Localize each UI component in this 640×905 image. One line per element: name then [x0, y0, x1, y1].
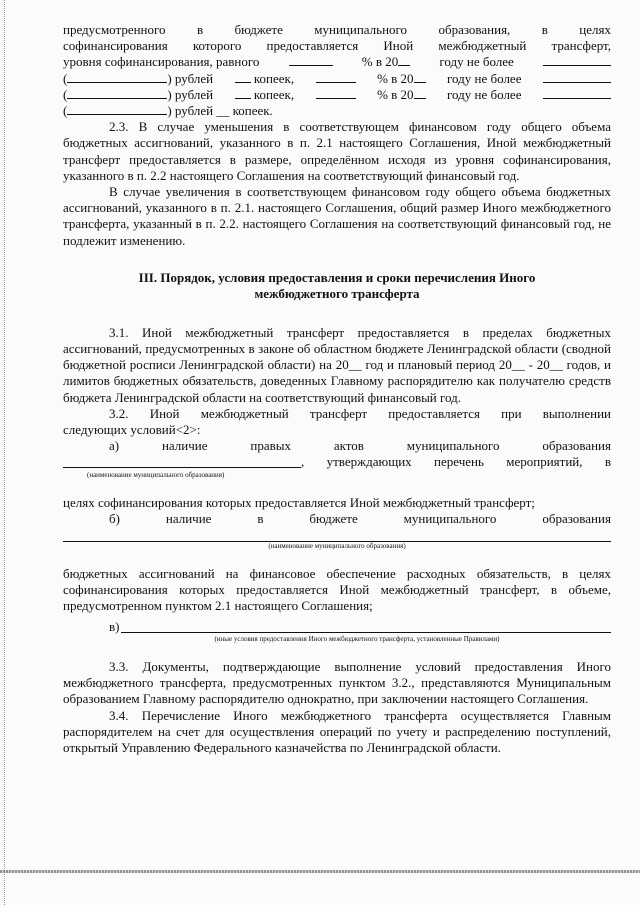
- condition-a-line: , утверждающих перечень мероприятий, в: [63, 454, 611, 470]
- text-fragment: % в 20: [361, 54, 399, 70]
- blank-field[interactable]: [289, 54, 333, 66]
- cofinancing-line: [63, 54, 611, 70]
- municipality-name-field[interactable]: [63, 527, 611, 542]
- blank-field[interactable]: [67, 103, 167, 115]
- section-heading: III. Порядок, условия предоставления и сроки перечисления Иного межбюджетного трансферта: [138, 269, 536, 302]
- condition-b: б) наличие в бюджете муниципального образования: [109, 510, 611, 526]
- blank-field[interactable]: [398, 54, 410, 66]
- clause-3-3: 3.3. Документы, подтверждающие выполнение условий предоставления Иного межбюджетного трансферта, предусмотренных пунктом 3.2., представляются Муниципальным образованием Главному распорядителю однократно, при заключении настоящего Соглашения.: [63, 658, 611, 707]
- blank-field[interactable]: [414, 71, 426, 83]
- blank-field[interactable]: [67, 87, 167, 99]
- field-caption: (наименование муниципального образования): [87, 470, 225, 479]
- text-fragment: году не более: [439, 54, 514, 70]
- condition-b-cont: бюджетных ассигнований на финансовое обеспечение расходных обязательств, в целях софинансирования которых предоставляется Иной межбюджетный трансферт, в объеме, предусмотренном пунктом 2.1 настоящего Соглашения;: [63, 566, 611, 614]
- text-line: предусмотренного в бюджете муниципального образования, в целях: [63, 22, 611, 37]
- clause-3-4: 3.4. Перечисление Иного межбюджетного трансферта осуществляется Главным распорядителем на счет для осуществления операций по учету и распределению поступлений, открытый Управлению Федерального казначейства по Ленинградской области.: [63, 707, 611, 755]
- text-line: софинансирования которого предоставляется Иной межбюджетный трансферт,: [63, 38, 611, 54]
- field-caption: (иные условия предоставления Иного межбюджетного трансферта, установленные Правилами): [214, 634, 500, 643]
- clause-3-2-cont: следующих условий<2>:: [63, 422, 201, 438]
- clause-3-1: 3.1. Иной межбюджетный трансферт предоставляется в пределах бюджетных ассигнований, предусмотренных в законе об областном бюджете Ленинградской области (сводной бюджетной росписи Ленинградской области) на 20__ год и плановый период 20__ - 20__ годов, и лимитов бюджетных обязательств, доведенных Главному распорядителю как получателю средств бюджета Ленинградской области на соответствующий финансовый год.: [63, 324, 611, 405]
- blank-field[interactable]: [67, 71, 167, 83]
- blank-field[interactable]: [316, 71, 356, 83]
- field-caption: (наименование муниципального образования): [268, 542, 406, 551]
- scan-edge: [0, 870, 640, 873]
- condition-a: а) наличие правых актов муниципального образования: [109, 438, 611, 454]
- municipality-name-field[interactable]: [63, 454, 301, 468]
- text-fragment: уровня софинансирования, равного: [63, 54, 260, 70]
- blank-field[interactable]: [543, 54, 611, 66]
- blank-field[interactable]: [543, 71, 611, 83]
- blank-field[interactable]: [414, 87, 426, 99]
- other-conditions-field[interactable]: [121, 619, 611, 633]
- blank-field[interactable]: [543, 87, 611, 99]
- condition-a-cont: целях софинансирования которых предоставляется Иной межбюджетный трансферт;: [63, 494, 535, 510]
- document-body: [63, 22, 611, 756]
- amount-line: ( ) рублей копеек, % в 20 году не более: [63, 87, 611, 103]
- blank-field[interactable]: [235, 87, 251, 99]
- blank-field[interactable]: [235, 71, 251, 83]
- clause-2-3: 2.3. В случае уменьшения в соответствующем финансовом году общего объема бюджетных ассигнований, указанного в п. 2.1 настоящего Соглашения, Иной межбюджетный трансферт предоставляется в размере, определённом исходя из уровня софинансирования, указанного в п. 2.2 настоящего Соглашения на соответствующий финансовый год.: [63, 119, 611, 183]
- condition-c: в): [63, 619, 611, 635]
- clause-3-2: 3.2. Иной межбюджетный трансферт предоставляется при выполнении: [109, 405, 611, 421]
- blank-field[interactable]: [316, 87, 356, 99]
- clause-2-3-increase: В случае увеличения в соответствующем финансовом году общего объема бюджетных ассигнований, указанного в п. 2.1. настоящего Соглашения, общий размер Иного межбюджетного трансферта, указанный в п. 2.2. настоящего Соглашения на соответствующий финансовый год, не подлежит изменению.: [63, 184, 611, 248]
- amount-line: ( ) рублей __ копеек.: [63, 103, 273, 119]
- amount-line: ( ) рублей копеек, % в 20 году не более: [63, 71, 611, 87]
